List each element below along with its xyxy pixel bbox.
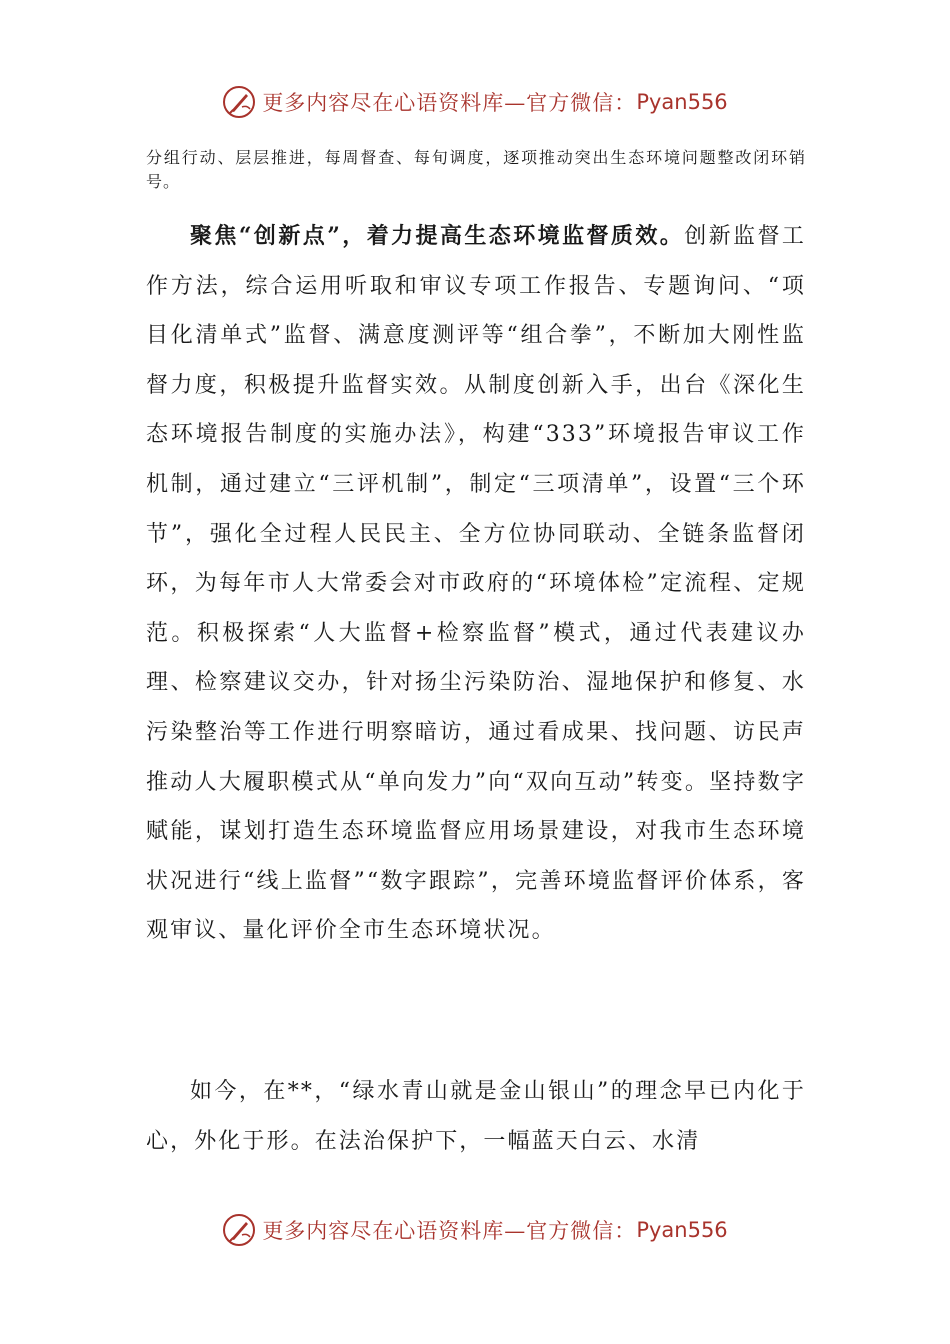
header-banner-text: 更多内容尽在心语资料库—官方微信：	[262, 91, 637, 115]
intro-paragraph: 分组行动、层层推进，每周督查、每旬调度，逐项推动突出生态环境问题整改闭环销号。	[146, 148, 806, 191]
footer-banner-brand: Pyan556	[636, 1218, 728, 1242]
section-paragraph	[146, 212, 806, 956]
section-body: 创新监督工作方法，综合运用听取和审议专项工作报告、专题询问、“项目化清单式”监督、满意度测评等“组合拳”，不断加大刚性监督力度，积极提升监督实效。从制度创新入手，出台《深化生态环境报告制度的实施办法》，构建“333”环境报告审议工作机制，通过建立“三评机制”，制定“三项清单”，设置“三个环节”，强化全过程人民民主、全方位协同联动、全链条监督闭环，为每年市人大常委会对市政府的“环境体检”定流程、定规范。积极探索“人大监督+检察监督”模式，通过代表建议办理、检察建议交办，针对扬尘污染防治、湿地保护和修复、水污染整治等工作进行明察暗访，通过看成果、找问题、访民声推动人大履职模式从“单向发力”向“双向互动”转变。坚持数字赋能，谋划打造生态环境监督应用场景建设，对我市生态环境状况进行“线上监督”“数字跟踪”，完善环境监督评价体系，客观审议、量化评价全市生态环境状况。	[146, 224, 806, 944]
header-banner-brand: Pyan556	[636, 90, 728, 114]
section-heading: 聚焦“创新点”，着力提高生态环境监督质效。	[190, 223, 685, 249]
quill-pen-logo-icon	[222, 1213, 256, 1247]
header-banner	[0, 82, 950, 122]
quill-pen-logo-icon	[222, 85, 256, 119]
footer-banner	[0, 1210, 950, 1250]
closing-paragraph: 如今，在**，“绿水青山就是金山银山”的理念早已内化于心，外化于形。在法治保护下，一幅蓝天白云、水清	[146, 1079, 806, 1154]
footer-banner-text: 更多内容尽在心语资料库—官方微信：	[262, 1219, 637, 1243]
